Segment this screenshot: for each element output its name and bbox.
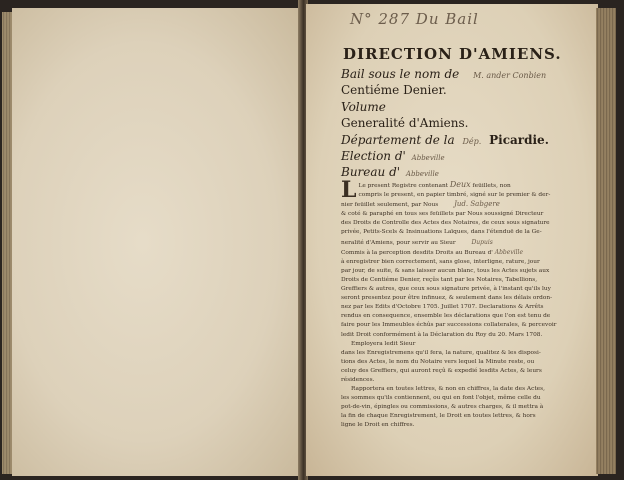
body-line: & coté & paraphé en tous ses feüillets par Nous soussigné Directeur [341,211,544,218]
body-line: Greffiers & autres, que ceux sous signature privée, à l'instant qu'ils luy [341,286,551,293]
field-centieme [341,83,447,97]
field-label: Bail sous le nom de [341,67,460,81]
body-line: tions des Actes, le nom du Notaire vers lequel la Minute reste, ou [341,358,535,365]
body-line: dans les Enregistremens qu'il fera, la nature, qualitez & les disposi- [341,349,541,356]
left-page-edges [2,12,12,474]
body-line: Droits de Centiéme Denier, reçûs tant par les Notaires, Tabellions, [341,276,538,283]
body-line: nez par les Edits d'Octobre 1705. Juillet 1707. Declarations & Arrêts [341,304,544,311]
field-handwritten: Dép. [462,137,482,146]
field-volume [341,100,386,114]
field-label: Generalité d'Amiens. [341,116,469,130]
body-line: Rapportera en toutes lettres, & non en chiffres, la date des Actes, [351,386,545,393]
page-title: DIRECTION D'AMIENS. [343,45,562,63]
body-line: pot-de-vin, épingles ou commissions, & autres charges, & il mettra à [341,404,544,411]
body-line: par jour, de suite, & sans laisser aucun blanc, tous les Actes sujets aux [341,267,550,274]
field-handwritten: Abbeville [405,170,439,178]
header-note: N° 287 Du Bail [350,10,479,28]
field-label: Centiéme Denier. [341,83,447,97]
register-body-text [341,177,577,431]
body-line: Commis à la perception desdits Droits au Bureau d' Abbeville [341,248,524,256]
field-departement [341,133,549,147]
body-line: rendus en consequence, ensemble les déclarations que l'on est tenu de [341,313,551,320]
field-bail [341,67,546,81]
field-label: Département de la [341,133,455,147]
body-line: à enregistrer bien correctement, sans glose, interligne, rature, jour [341,258,540,265]
body-line: des Droits de Controlle des Actes des Notaires, de ceux sous signature [341,220,550,227]
field-label: Volume [341,100,386,114]
body-line: ledit Droit conformément à la Déclaration du Roy du 20. Mars 1708. [341,331,543,338]
field-handwritten: Abbeville [411,154,445,162]
body-line: nier feüillet seulement, par Nous Jud. Sabgere [341,200,500,209]
body-line: les sommes qu'ils contiennent, ou qui en font l'objet, même celle du [341,395,541,402]
body-line: compris le present, en papier timbré, signé sur le premier & der- [358,192,551,199]
field-label: Election d' [341,149,406,163]
field-generalite [341,116,469,130]
body-line: privée, Petits-Scels & Insinuations Laïques, dans l'étenduë de la Ge- [341,229,542,236]
body-line: la fin de chaque Enregistrement, le Droit en toutes lettres, & hors [341,413,536,420]
field-suffix: Picardie. [489,133,549,147]
body-line: seront presentez pour être infinuez, & seulement dans les délais ordon- [341,295,553,302]
body-line: Employera ledit Sieur [351,340,416,347]
body-line: celuy des Greffiers, qui auront reçû & expedié lesdits Actes, & leurs [341,367,542,374]
body-line: résidences. [341,376,375,383]
right-page-edges [596,8,616,474]
body-line: faire pour les Immeubles échûs par successions collaterales, & percevoir [341,322,557,329]
body-line: L Le present Registre contenant Deux feüillets, non [341,177,511,203]
field-election [341,149,445,163]
field-handwritten: M. ander Conbien [473,71,547,80]
body-line: ligne le Droit en chiffres. [341,422,415,429]
field-label: Bureau d' [341,165,401,179]
left-page-blank [12,8,302,476]
body-line: neralité d'Amiens, pour servir au Sieur Dupuis [341,238,493,246]
